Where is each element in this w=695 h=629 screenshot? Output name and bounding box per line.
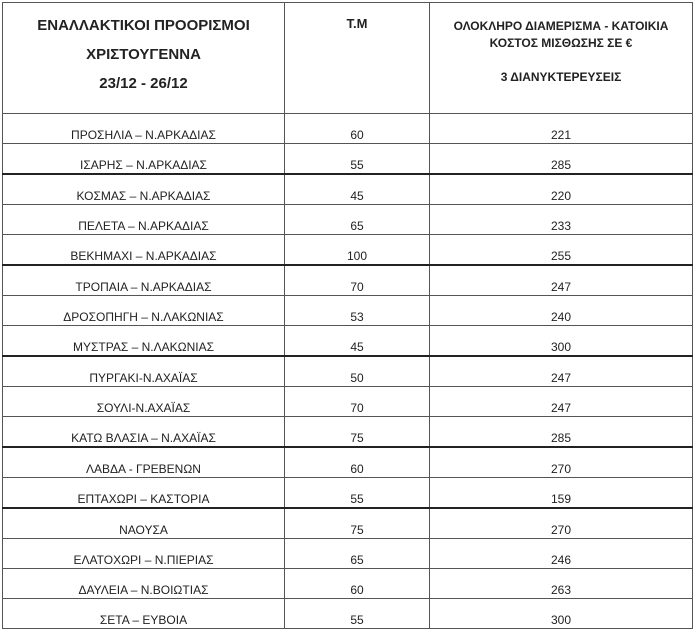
cell-sqm: 60 xyxy=(285,114,430,144)
header-destinations xyxy=(3,3,285,114)
cell-cost: 247 xyxy=(430,265,693,296)
cell-destination: ΚΑΤΩ ΒΛΑΣΙΑ – Ν.ΑΧΑΪΑΣ xyxy=(3,417,285,448)
table-row xyxy=(3,356,693,387)
table-body xyxy=(3,114,693,629)
cell-cost: 247 xyxy=(430,356,693,387)
table-row xyxy=(3,265,693,296)
header-destinations-title: ΕΝΑΛΛΑΚΤΙΚΟΙ ΠΡΟΟΡΙΣΜΟΙ xyxy=(37,17,250,34)
table-row xyxy=(3,296,693,326)
table-row xyxy=(3,539,693,569)
cell-sqm: 53 xyxy=(285,296,430,326)
cell-cost: 240 xyxy=(430,296,693,326)
header-cost-subtitle: ΚΟΣΤΟΣ ΜΙΣΘΩΣΗΣ ΣΕ € xyxy=(489,36,633,50)
table-row xyxy=(3,478,693,509)
cell-destination: ΜΥΣΤΡΑΣ – Ν.ΛΑΚΩΝΙΑΣ xyxy=(3,326,285,357)
cell-destination: ΠΕΛΕΤΑ – Ν.ΑΡΚΑΔΙΑΣ xyxy=(3,205,285,235)
table-row xyxy=(3,144,693,175)
cell-destination: ΝΑΟΥΣΑ xyxy=(3,508,285,539)
cell-cost: 300 xyxy=(430,599,693,629)
header-destinations-dates: 23/12 - 26/12 xyxy=(99,75,188,92)
cell-destination: ΕΠΤΑΧΩΡΙ – ΚΑΣΤΟΡΙΑ xyxy=(3,478,285,509)
header-cost-title: ΟΛΟΚΛΗΡΟ ΔΙΑΜΕΡΙΣΜΑ - ΚΑΤΟΙΚΙΑ xyxy=(453,19,669,33)
cell-sqm: 65 xyxy=(285,205,430,235)
cell-sqm: 70 xyxy=(285,265,430,296)
cell-cost: 233 xyxy=(430,205,693,235)
table-row xyxy=(3,569,693,599)
table-row xyxy=(3,417,693,448)
cell-cost: 270 xyxy=(430,447,693,478)
cell-sqm: 70 xyxy=(285,387,430,417)
cell-cost: 247 xyxy=(430,387,693,417)
cell-destination: ΠΡΟΣΗΛΙΑ – Ν.ΑΡΚΑΔΙΑΣ xyxy=(3,114,285,144)
table-row xyxy=(3,174,693,205)
cell-destination: ΙΣΑΡΗΣ – Ν.ΑΡΚΑΔΙΑΣ xyxy=(3,144,285,175)
cell-destination: ΠΥΡΓΑΚΙ-Ν.ΑΧΑΪΑΣ xyxy=(3,356,285,387)
cell-cost: 246 xyxy=(430,539,693,569)
cell-cost: 270 xyxy=(430,508,693,539)
table-row xyxy=(3,447,693,478)
cell-sqm: 55 xyxy=(285,599,430,629)
cell-cost: 285 xyxy=(430,417,693,448)
cell-cost: 285 xyxy=(430,144,693,175)
cell-cost: 221 xyxy=(430,114,693,144)
cell-destination: ΛΑΒΔΑ - ΓΡΕΒΕΝΩΝ xyxy=(3,447,285,478)
cell-sqm: 55 xyxy=(285,144,430,175)
cell-sqm: 65 xyxy=(285,539,430,569)
header-destinations-season: ΧΡΙΣΤΟΥΓΕΝΝΑ xyxy=(86,46,201,63)
table-row xyxy=(3,387,693,417)
header-sqm-label: Τ.Μ xyxy=(346,16,368,31)
header-cost xyxy=(430,3,693,114)
cell-sqm: 60 xyxy=(285,447,430,478)
cell-destination: ΔΑΥΛΕΙΑ – Ν.ΒΟΙΩΤΙΑΣ xyxy=(3,569,285,599)
cell-sqm: 100 xyxy=(285,235,430,266)
table-header xyxy=(3,3,693,114)
cell-destination: ΒΕΚΗΜΑΧΙ – Ν.ΑΡΚΑΔΙΑΣ xyxy=(3,235,285,266)
table-row xyxy=(3,326,693,357)
cell-sqm: 75 xyxy=(285,508,430,539)
table-row xyxy=(3,235,693,266)
table-row xyxy=(3,114,693,144)
cell-sqm: 50 xyxy=(285,356,430,387)
destinations-table xyxy=(2,2,693,629)
cell-cost: 263 xyxy=(430,569,693,599)
cell-destination: ΔΡΟΣΟΠΗΓΗ – Ν.ΛΑΚΩΝΙΑΣ xyxy=(3,296,285,326)
cell-sqm: 55 xyxy=(285,478,430,509)
cell-cost: 220 xyxy=(430,174,693,205)
cell-sqm: 45 xyxy=(285,326,430,357)
table-row xyxy=(3,205,693,235)
cell-cost: 255 xyxy=(430,235,693,266)
cell-destination: ΕΛΑΤΟΧΩΡΙ – Ν.ΠΙΕΡΙΑΣ xyxy=(3,539,285,569)
cell-sqm: 45 xyxy=(285,174,430,205)
cell-destination: ΤΡΟΠΑΙΑ – Ν.ΑΡΚΑΔΙΑΣ xyxy=(3,265,285,296)
cell-destination: ΣΟΥΛΙ-Ν.ΑΧΑΪΑΣ xyxy=(3,387,285,417)
cell-cost: 159 xyxy=(430,478,693,509)
header-sqm xyxy=(285,3,430,114)
cell-sqm: 60 xyxy=(285,569,430,599)
cell-destination: ΣΕΤΑ – ΕΥΒΟΙΑ xyxy=(3,599,285,629)
cell-cost: 300 xyxy=(430,326,693,357)
header-cost-nights: 3 ΔΙΑΝΥΚΤΕΡΕΥΣΕΙΣ xyxy=(500,70,622,84)
cell-sqm: 75 xyxy=(285,417,430,448)
cell-destination: ΚΟΣΜΑΣ – Ν.ΑΡΚΑΔΙΑΣ xyxy=(3,174,285,205)
table-row xyxy=(3,508,693,539)
